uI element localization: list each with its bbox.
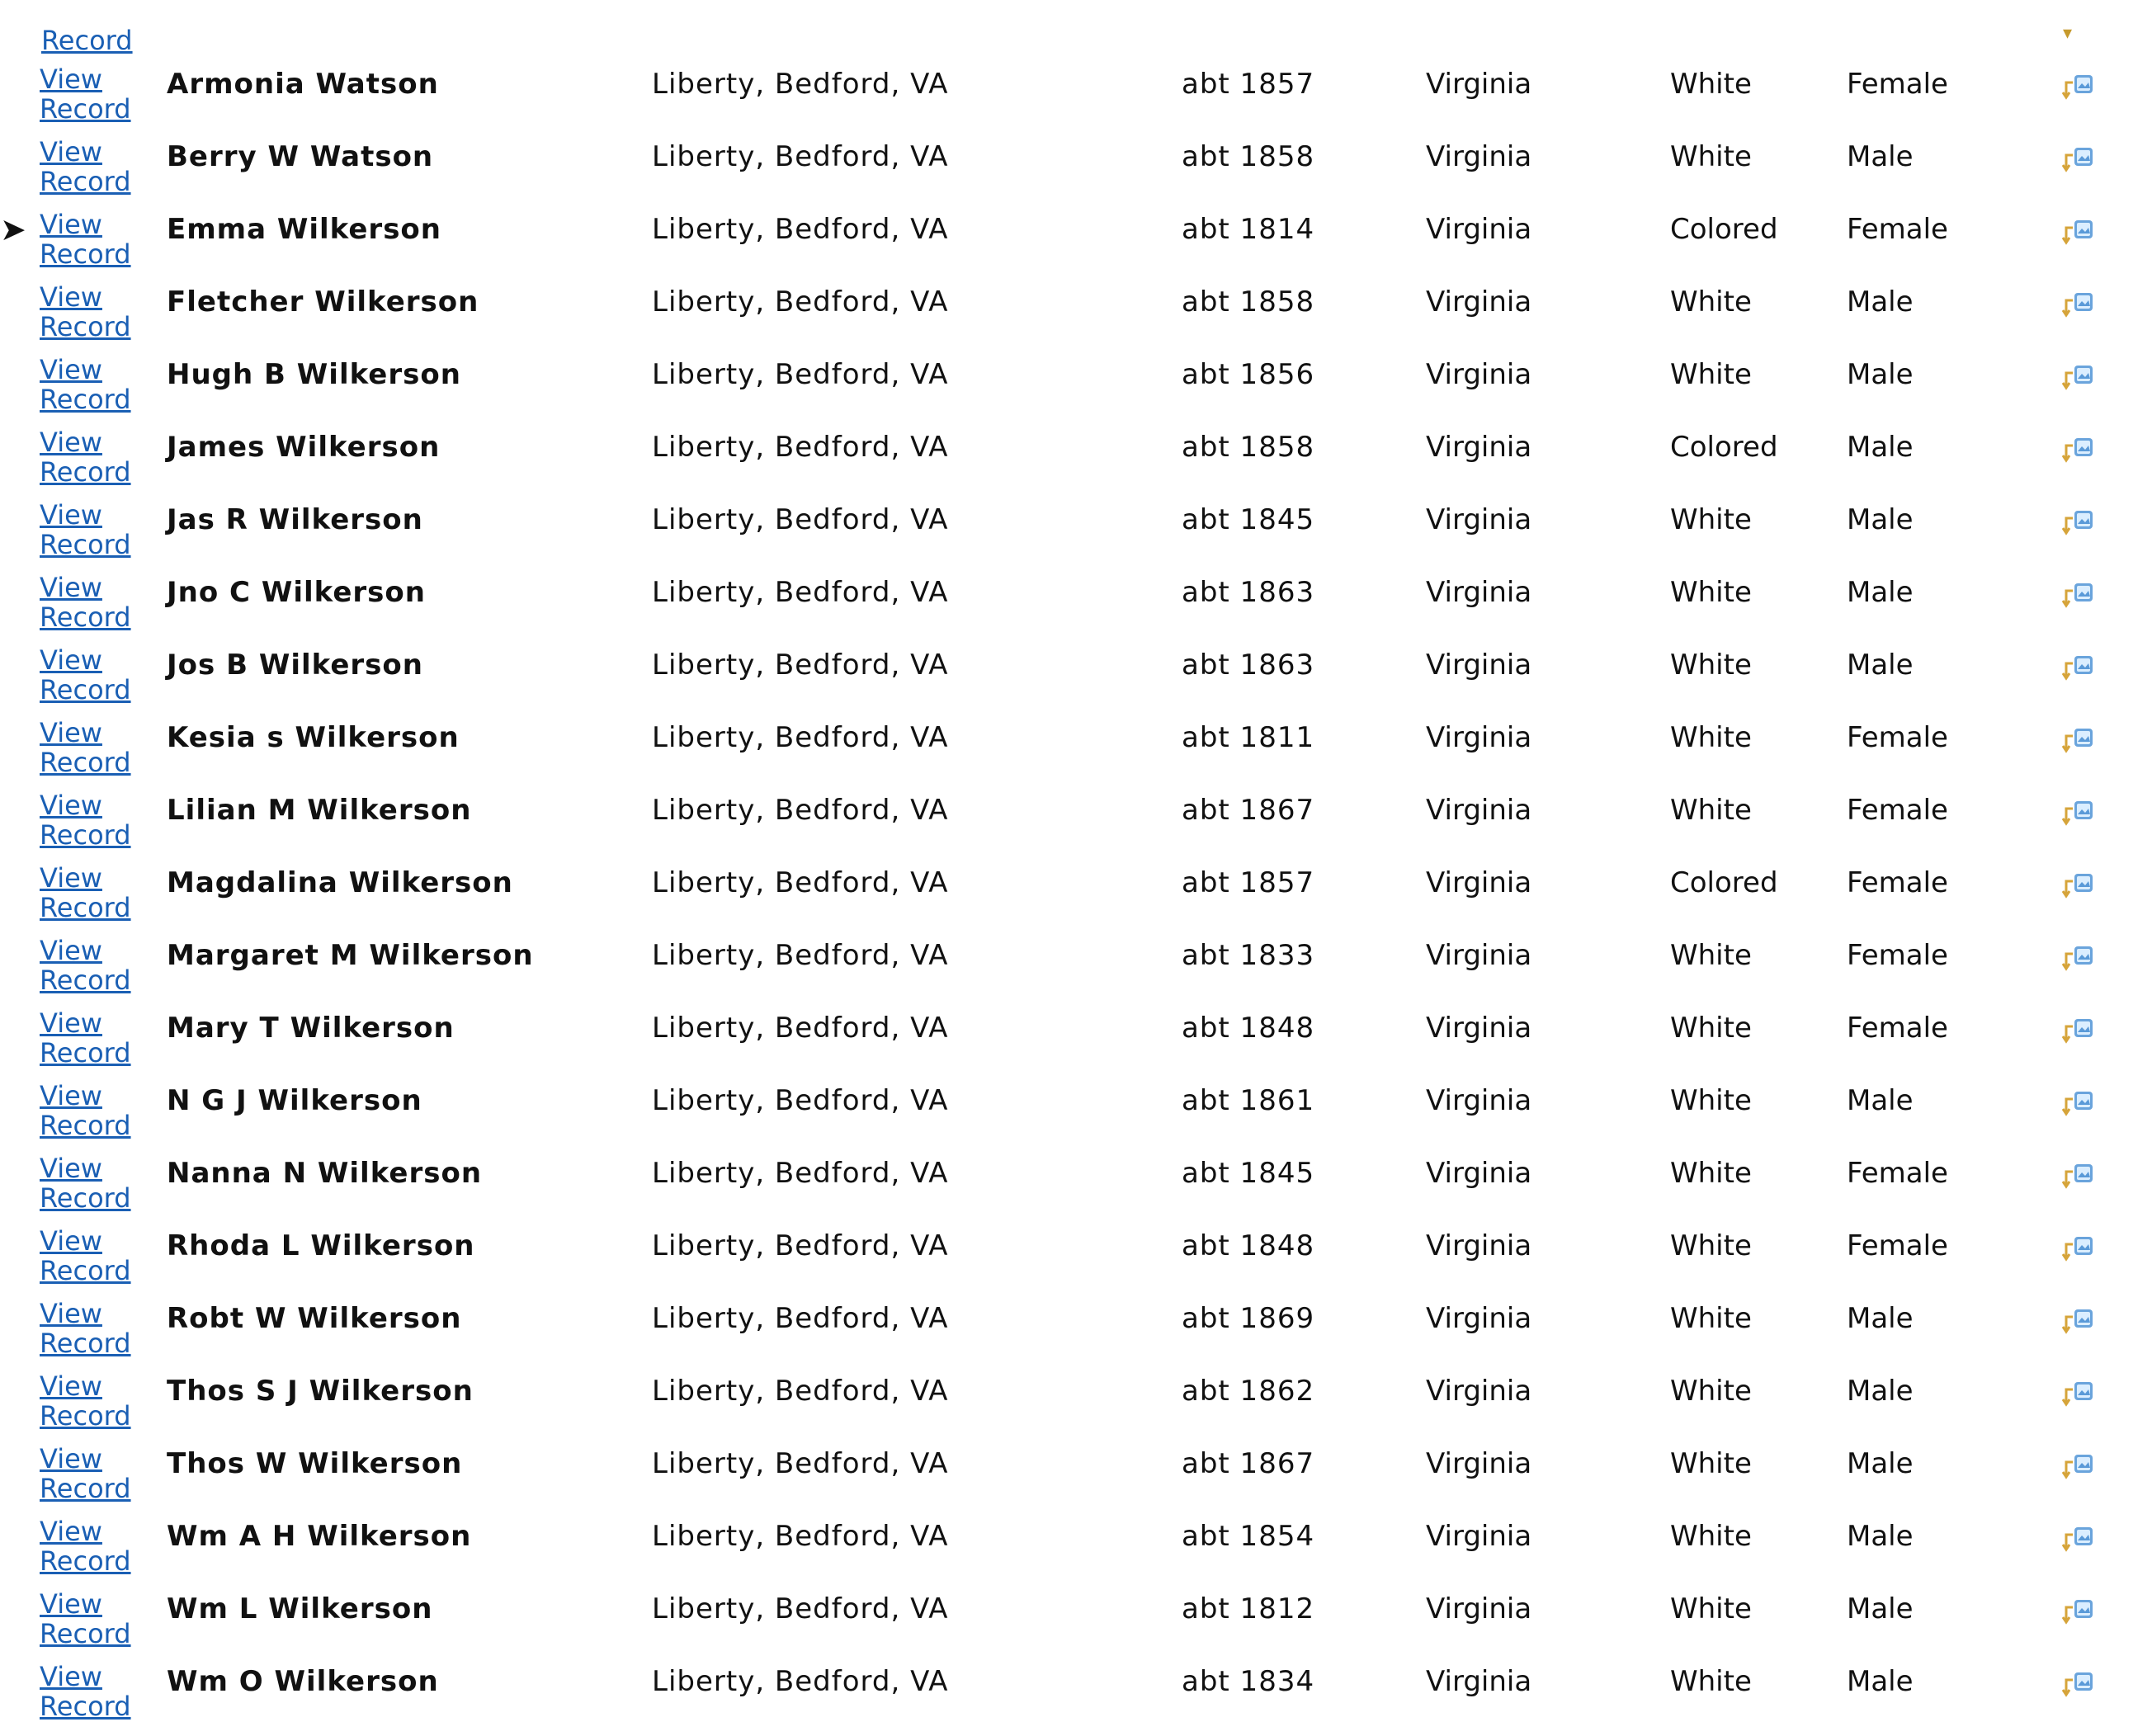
birthplace: Virginia xyxy=(1426,140,1532,173)
gender: Male xyxy=(1847,358,1914,391)
table-row xyxy=(0,1581,2152,1653)
person-name: Kesia s Wilkerson xyxy=(167,721,460,754)
birthplace: Virginia xyxy=(1426,1229,1532,1262)
view-link-line-1[interactable]: View xyxy=(40,717,102,748)
person-name: Robt W Wilkerson xyxy=(167,1302,462,1335)
race: White xyxy=(1670,1157,1752,1190)
view-link-line-2[interactable]: Record xyxy=(40,1545,131,1577)
view-link-line-1[interactable]: View xyxy=(40,1080,102,1111)
table-row xyxy=(0,637,2152,710)
residence-place: Liberty, Bedford, VA xyxy=(652,1592,949,1625)
table-row xyxy=(0,1218,2152,1290)
gender: Male xyxy=(1847,285,1914,318)
birthplace: Virginia xyxy=(1426,866,1532,899)
table-row xyxy=(0,1145,2152,1218)
birthplace: Virginia xyxy=(1426,576,1532,609)
residence-place: Liberty, Bedford, VA xyxy=(652,721,949,754)
view-record-link[interactable] xyxy=(40,718,139,777)
birth-year: abt 1858 xyxy=(1182,431,1315,464)
residence-place: Liberty, Bedford, VA xyxy=(652,939,949,972)
view-link-line-1[interactable]: View xyxy=(40,572,102,603)
gender: Male xyxy=(1847,1084,1914,1117)
residence-place: Liberty, Bedford, VA xyxy=(652,431,949,464)
view-link-line-1[interactable]: View xyxy=(40,790,102,821)
person-name: Jas R Wilkerson xyxy=(167,503,423,536)
table-row xyxy=(0,129,2152,201)
view-link-line-1[interactable]: View xyxy=(40,644,102,676)
gender: Female xyxy=(1847,213,1948,246)
race: White xyxy=(1670,939,1752,972)
race: White xyxy=(1670,1665,1752,1698)
view-record-link[interactable] xyxy=(40,1517,139,1576)
record-image-icon[interactable] xyxy=(2060,144,2098,175)
birth-year: abt 1833 xyxy=(1182,939,1315,972)
view-link-line-2[interactable]: Record xyxy=(40,1691,131,1722)
residence-place: Liberty, Bedford, VA xyxy=(652,1229,949,1262)
race: White xyxy=(1670,1520,1752,1553)
record-image-icon[interactable] xyxy=(2060,361,2098,393)
table-row xyxy=(0,855,2152,927)
residence-place: Liberty, Bedford, VA xyxy=(652,576,949,609)
table-row xyxy=(0,1290,2152,1363)
birthplace: Virginia xyxy=(1426,1012,1532,1045)
table-row xyxy=(0,1000,2152,1073)
table-row xyxy=(0,782,2152,855)
residence-place: Liberty, Bedford, VA xyxy=(652,1012,949,1045)
record-image-icon[interactable] xyxy=(2060,71,2098,102)
view-link-line-1[interactable]: View xyxy=(40,1588,102,1620)
view-link-line-1[interactable]: View xyxy=(40,354,102,385)
gender: Male xyxy=(1847,649,1914,682)
view-record-link[interactable] xyxy=(40,282,139,342)
birthplace: Virginia xyxy=(1426,1302,1532,1335)
birthplace: Virginia xyxy=(1426,1520,1532,1553)
residence-place: Liberty, Bedford, VA xyxy=(652,358,949,391)
gender: Male xyxy=(1847,1665,1914,1698)
birthplace: Virginia xyxy=(1426,285,1532,318)
view-record-link[interactable] xyxy=(40,1589,139,1649)
gender: Male xyxy=(1847,1375,1914,1408)
birth-year: abt 1858 xyxy=(1182,140,1315,173)
view-record-link[interactable] xyxy=(40,355,139,414)
birth-year: abt 1814 xyxy=(1182,213,1315,246)
view-link-line-1[interactable]: View xyxy=(40,1225,102,1257)
race: White xyxy=(1670,1084,1752,1117)
race: White xyxy=(1670,68,1752,101)
person-name: Margaret M Wilkerson xyxy=(167,939,534,972)
record-image-icon[interactable] xyxy=(2060,1233,2098,1264)
birthplace: Virginia xyxy=(1426,649,1532,682)
view-link-line-1[interactable]: View xyxy=(40,1370,102,1402)
birth-year: abt 1869 xyxy=(1182,1302,1315,1335)
view-link-line-2[interactable]: Record xyxy=(40,1400,131,1432)
gender: Female xyxy=(1847,1229,1948,1262)
race: White xyxy=(1670,1375,1752,1408)
view-link-line-2[interactable]: Record xyxy=(40,1473,131,1504)
person-name: Jos B Wilkerson xyxy=(167,649,423,682)
race: White xyxy=(1670,576,1752,609)
person-name: Nanna N Wilkerson xyxy=(167,1157,483,1190)
gender: Female xyxy=(1847,721,1948,754)
race: White xyxy=(1670,140,1752,173)
residence-place: Liberty, Bedford, VA xyxy=(652,68,949,101)
view-record-link[interactable] xyxy=(40,936,139,995)
table-row xyxy=(0,564,2152,637)
birthplace: Virginia xyxy=(1426,1447,1532,1480)
view-link-line-2[interactable]: Record xyxy=(40,892,131,923)
table-row xyxy=(0,927,2152,1000)
view-record-link[interactable] xyxy=(40,573,139,632)
view-record-link[interactable] xyxy=(40,427,139,487)
birth-year: abt 1848 xyxy=(1182,1229,1315,1262)
view-link-line-1[interactable]: View xyxy=(40,1007,102,1039)
record-image-icon[interactable] xyxy=(2060,1596,2098,1627)
birth-year: abt 1854 xyxy=(1182,1520,1315,1553)
table-row xyxy=(0,492,2152,564)
birth-year: abt 1857 xyxy=(1182,68,1315,101)
residence-place: Liberty, Bedford, VA xyxy=(652,1302,949,1335)
view-record-link[interactable] xyxy=(40,645,139,705)
record-image-icon[interactable] xyxy=(2060,1160,2098,1191)
gender: Female xyxy=(1847,939,1948,972)
view-link-line-1[interactable]: View xyxy=(40,1153,102,1184)
residence-place: Liberty, Bedford, VA xyxy=(652,1157,949,1190)
birthplace: Virginia xyxy=(1426,358,1532,391)
record-image-icon[interactable] xyxy=(2060,652,2098,683)
race: White xyxy=(1670,1229,1752,1262)
view-record-link[interactable] xyxy=(40,1299,139,1358)
birthplace: Virginia xyxy=(1426,794,1532,827)
view-record-link[interactable] xyxy=(40,1008,139,1068)
table-row xyxy=(0,1508,2152,1581)
gender: Male xyxy=(1847,503,1914,536)
record-image-icon[interactable] xyxy=(2060,1378,2098,1409)
record-image-icon[interactable] xyxy=(2060,870,2098,901)
record-image-icon[interactable] xyxy=(2060,797,2098,828)
view-link-line-1[interactable]: View xyxy=(40,281,102,313)
view-link-line-2[interactable]: Record xyxy=(40,456,131,488)
person-name: Hugh B Wilkerson xyxy=(167,358,461,391)
table-row xyxy=(0,56,2152,129)
view-link-line-2[interactable]: Record xyxy=(40,1618,131,1649)
view-link-line-2[interactable]: Record xyxy=(40,674,131,705)
gender: Female xyxy=(1847,68,1948,101)
race: White xyxy=(1670,358,1752,391)
birth-year: abt 1834 xyxy=(1182,1665,1315,1698)
record-image-icon[interactable] xyxy=(2060,434,2098,465)
gender: Female xyxy=(1847,794,1948,827)
person-name: Lilian M Wilkerson xyxy=(167,794,472,827)
birthplace: Virginia xyxy=(1426,1592,1532,1625)
birth-year: abt 1867 xyxy=(1182,794,1315,827)
birth-year: abt 1812 xyxy=(1182,1592,1315,1625)
top-record-link[interactable]: Record xyxy=(41,25,133,56)
view-link-line-1[interactable]: View xyxy=(40,499,102,531)
birth-year: abt 1858 xyxy=(1182,285,1315,318)
gender: Male xyxy=(1847,1592,1914,1625)
table-row xyxy=(0,710,2152,782)
gender: Female xyxy=(1847,1012,1948,1045)
scroll-marker-icon: ▾ xyxy=(2063,23,2073,44)
view-record-link[interactable] xyxy=(40,500,139,559)
view-link-line-2[interactable]: Record xyxy=(40,965,131,996)
birthplace: Virginia xyxy=(1426,1084,1532,1117)
view-record-link[interactable] xyxy=(40,1662,139,1721)
residence-place: Liberty, Bedford, VA xyxy=(652,503,949,536)
view-record-link[interactable] xyxy=(40,64,139,124)
record-image-icon[interactable] xyxy=(2060,1087,2098,1119)
birth-year: abt 1848 xyxy=(1182,1012,1315,1045)
birthplace: Virginia xyxy=(1426,68,1532,101)
table-row xyxy=(0,347,2152,419)
gender: Male xyxy=(1847,1520,1914,1553)
person-name: Wm O Wilkerson xyxy=(167,1665,439,1698)
person-name: Rhoda L Wilkerson xyxy=(167,1229,475,1262)
person-name: James Wilkerson xyxy=(167,431,441,464)
view-link-line-2[interactable]: Record xyxy=(40,166,131,197)
birth-year: abt 1863 xyxy=(1182,649,1315,682)
view-link-line-2[interactable]: Record xyxy=(40,747,131,778)
view-link-line-2[interactable]: Record xyxy=(40,601,131,633)
record-image-icon[interactable] xyxy=(2060,216,2098,248)
person-name: Jno C Wilkerson xyxy=(167,576,426,609)
race: Colored xyxy=(1670,866,1778,899)
gender: Male xyxy=(1847,140,1914,173)
residence-place: Liberty, Bedford, VA xyxy=(652,1084,949,1117)
residence-place: Liberty, Bedford, VA xyxy=(652,1447,949,1480)
residence-place: Liberty, Bedford, VA xyxy=(652,794,949,827)
gender: Female xyxy=(1847,866,1948,899)
view-link-line-2[interactable]: Record xyxy=(40,238,131,270)
table-row xyxy=(0,1436,2152,1508)
table-row xyxy=(0,419,2152,492)
view-link-line-2[interactable]: Record xyxy=(40,529,131,560)
view-link-line-2[interactable]: Record xyxy=(40,819,131,851)
view-link-line-1[interactable]: View xyxy=(40,1443,102,1474)
race: White xyxy=(1670,721,1752,754)
birthplace: Virginia xyxy=(1426,213,1532,246)
pointer-arrow-icon: ➤ xyxy=(0,211,26,248)
birth-year: abt 1845 xyxy=(1182,1157,1315,1190)
person-name: Armonia Watson xyxy=(167,68,439,101)
birth-year: abt 1861 xyxy=(1182,1084,1315,1117)
birthplace: Virginia xyxy=(1426,1375,1532,1408)
table-row xyxy=(0,274,2152,347)
birth-year: abt 1862 xyxy=(1182,1375,1315,1408)
person-name: Wm L Wilkerson xyxy=(167,1592,433,1625)
view-record-link[interactable] xyxy=(40,1153,139,1213)
view-link-line-1[interactable]: View xyxy=(40,136,102,167)
residence-place: Liberty, Bedford, VA xyxy=(652,649,949,682)
person-name: Mary T Wilkerson xyxy=(167,1012,455,1045)
view-record-link[interactable] xyxy=(40,210,139,269)
record-image-icon[interactable] xyxy=(2060,1668,2098,1700)
gender: Male xyxy=(1847,576,1914,609)
record-image-icon[interactable] xyxy=(2060,724,2098,756)
view-link-line-2[interactable]: Record xyxy=(40,1255,131,1286)
person-name: Wm A H Wilkerson xyxy=(167,1520,472,1553)
record-image-icon[interactable] xyxy=(2060,1451,2098,1482)
race: White xyxy=(1670,285,1752,318)
birthplace: Virginia xyxy=(1426,431,1532,464)
residence-place: Liberty, Bedford, VA xyxy=(652,140,949,173)
race: White xyxy=(1670,794,1752,827)
record-image-icon[interactable] xyxy=(2060,1305,2098,1337)
person-name: Emma Wilkerson xyxy=(167,213,441,246)
view-record-link[interactable] xyxy=(40,1226,139,1285)
view-link-line-2[interactable]: Record xyxy=(40,1110,131,1141)
gender: Male xyxy=(1847,1302,1914,1335)
person-name: Fletcher Wilkerson xyxy=(167,285,479,318)
view-record-link[interactable] xyxy=(40,863,139,922)
race: White xyxy=(1670,1592,1752,1625)
view-record-link[interactable] xyxy=(40,1371,139,1431)
record-image-icon[interactable] xyxy=(2060,507,2098,538)
record-image-icon[interactable] xyxy=(2060,942,2098,974)
race: Colored xyxy=(1670,213,1778,246)
race: Colored xyxy=(1670,431,1778,464)
birthplace: Virginia xyxy=(1426,1665,1532,1698)
person-name: N G J Wilkerson xyxy=(167,1084,422,1117)
birth-year: abt 1867 xyxy=(1182,1447,1315,1480)
residence-place: Liberty, Bedford, VA xyxy=(652,1665,949,1698)
view-link-line-1[interactable]: View xyxy=(40,427,102,458)
record-image-icon[interactable] xyxy=(2060,579,2098,611)
table-row xyxy=(0,1363,2152,1436)
record-image-icon[interactable] xyxy=(2060,1523,2098,1554)
view-link-line-1[interactable]: View xyxy=(40,64,102,95)
birth-year: abt 1845 xyxy=(1182,503,1315,536)
table-row xyxy=(0,1653,2152,1726)
birth-year: abt 1857 xyxy=(1182,866,1315,899)
birthplace: Virginia xyxy=(1426,503,1532,536)
person-name: Magdalina Wilkerson xyxy=(167,866,513,899)
residence-place: Liberty, Bedford, VA xyxy=(652,1520,949,1553)
view-link-line-1[interactable]: View xyxy=(40,862,102,894)
person-name: Thos W Wilkerson xyxy=(167,1447,463,1480)
gender: Male xyxy=(1847,431,1914,464)
view-link-line-1[interactable]: View xyxy=(40,935,102,966)
race: White xyxy=(1670,1012,1752,1045)
view-link-line-2[interactable]: Record xyxy=(40,1037,131,1068)
record-image-icon[interactable] xyxy=(2060,1015,2098,1046)
residence-place: Liberty, Bedford, VA xyxy=(652,213,949,246)
view-record-link[interactable] xyxy=(40,1081,139,1140)
race: White xyxy=(1670,503,1752,536)
record-image-icon[interactable] xyxy=(2060,289,2098,320)
person-name: Berry W Watson xyxy=(167,140,434,173)
birth-year: abt 1811 xyxy=(1182,721,1315,754)
gender: Female xyxy=(1847,1157,1948,1190)
view-link-line-2[interactable]: Record xyxy=(40,311,131,342)
person-name: Thos S J Wilkerson xyxy=(167,1375,474,1408)
residence-place: Liberty, Bedford, VA xyxy=(652,285,949,318)
residence-place: Liberty, Bedford, VA xyxy=(652,866,949,899)
race: White xyxy=(1670,649,1752,682)
view-record-link[interactable] xyxy=(40,137,139,196)
view-record-link[interactable] xyxy=(40,1444,139,1503)
view-link-line-2[interactable]: Record xyxy=(40,1328,131,1359)
race: White xyxy=(1670,1302,1752,1335)
gender: Male xyxy=(1847,1447,1914,1480)
view-link-line-1[interactable]: View xyxy=(40,1298,102,1329)
birthplace: Virginia xyxy=(1426,721,1532,754)
view-link-line-2[interactable]: Record xyxy=(40,93,131,125)
birthplace: Virginia xyxy=(1426,1157,1532,1190)
birth-year: abt 1856 xyxy=(1182,358,1315,391)
birthplace: Virginia xyxy=(1426,939,1532,972)
view-link-line-1[interactable]: View xyxy=(40,1516,102,1547)
residence-place: Liberty, Bedford, VA xyxy=(652,1375,949,1408)
view-link-line-1[interactable]: View xyxy=(40,209,102,240)
birth-year: abt 1863 xyxy=(1182,576,1315,609)
table-row xyxy=(0,201,2152,274)
view-link-line-2[interactable]: Record xyxy=(40,384,131,415)
view-link-line-1[interactable]: View xyxy=(40,1661,102,1692)
race: White xyxy=(1670,1447,1752,1480)
table-row xyxy=(0,1073,2152,1145)
view-link-line-2[interactable]: Record xyxy=(40,1182,131,1214)
view-record-link[interactable] xyxy=(40,790,139,850)
